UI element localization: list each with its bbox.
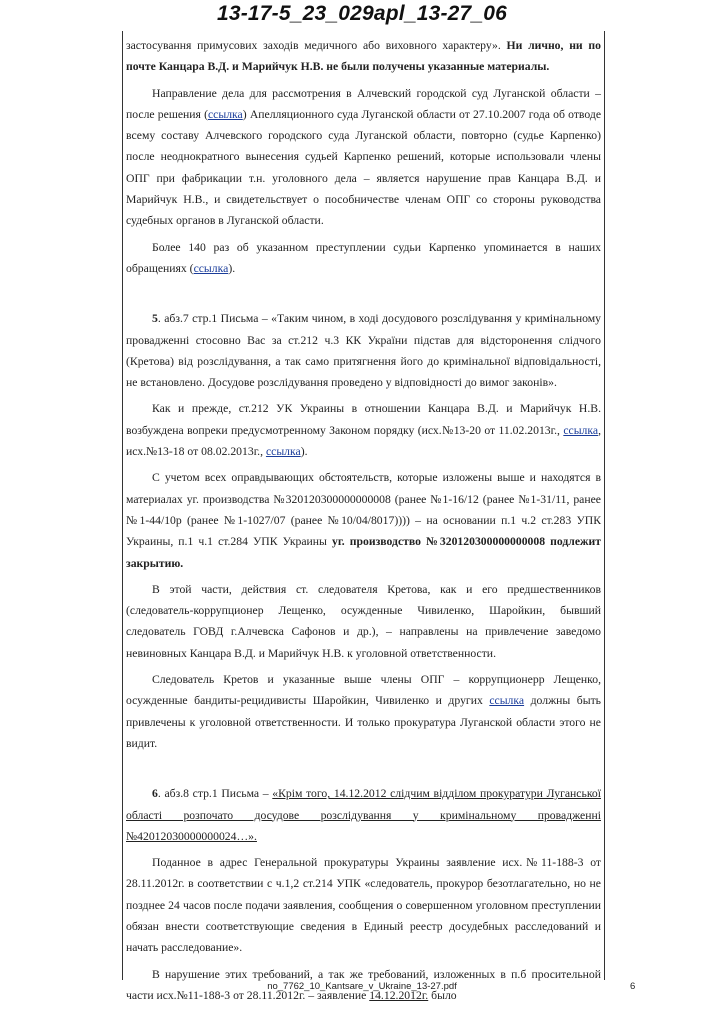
paragraph-1-text: застосування примусових заходів медичного або виховного характеру». bbox=[126, 39, 501, 52]
paragraph-11-text-a: В нарушение этих требований, а так же требований, изложенных в п.б просительной части исх.№11-188-3 от 28.11.2012г. – заявление bbox=[126, 967, 601, 1002]
section-6-underlined-quote: «Крім того, 14.12.2012 слідчим відділом прокуратури Луганської області розпочато досудове розслідування у кримінальному провадженні №42012030000000024…». bbox=[126, 787, 601, 843]
paragraph-5-text-c: ). bbox=[300, 445, 308, 459]
paragraph-3-text-b: ). bbox=[228, 261, 236, 275]
paragraph-7: В этой части, действия ст. следователя Кретова, как и его предшественников (следователь-коррупционер Лещенко, осужденные Чивиленко, Шаройкин, бывший следователь ГОВД г.Алчевска Сафонов и др.), – направлены на привлечение заведомо невиновных Канцара В.Д. и Марийчук Н.В. к уголовной ответственности. bbox=[126, 582, 601, 660]
paragraph-3 bbox=[126, 237, 601, 280]
paragraph-11-text-b: было bbox=[428, 988, 457, 1002]
reference-link[interactable]: ссылка bbox=[265, 445, 301, 459]
paragraph-3-text-a: Более 140 раз об указанном преступлении судьи Карпенко упоминается в наших обращениях ( bbox=[126, 240, 601, 275]
paragraph-5 bbox=[126, 398, 601, 462]
section-number: 5 bbox=[152, 312, 158, 326]
section-6-quote bbox=[126, 783, 601, 847]
section-5-quote bbox=[126, 308, 601, 393]
reference-link[interactable]: ссылка bbox=[489, 694, 525, 708]
paragraph-10: Поданное в адрес Генеральной прокуратуры Украины заявление исх.№11-188-3 от 28.11.2012г. в соответствии с ч.1,2 ст.214 УПК «следователь, прокурор безотлагательно, но не позднее 24 часов после подачи заявления, сообщения о совершенном уголовном преступлении обязан внести соответствующие сведения в Единый реестр досудебных расследований и начать расследование». bbox=[126, 856, 601, 955]
section-5-text: . абз.7 стр.1 Письма – «Таким чином, в ході досудового розслідування у кримінальному провадженні стосовно Вас за ст.212 ч.3 КК України підстав для відсторонення слідчого (Кретова) від розслідування, а так само притягнення його до кримінальної відповідальності, не встановлено. Досудове розслідування проведено у відповідності до вимог законів». bbox=[126, 312, 601, 390]
paragraph-2-text-a: Направление дела для рассмотрения в Алчевский городской суд Луганской области – после решения ( bbox=[126, 86, 601, 121]
paragraph-6 bbox=[126, 467, 601, 573]
paragraph-8-text-a: Следователь Кретов и указанные выше члены ОПГ – коррупционерр Лещенко, осужденные бандиты-рецидивисты Шаройкин, Чивиленко и других bbox=[126, 673, 601, 708]
paragraph-1-bold: Ни лично, ни по почте Канцара В.Д. и Марийчук Н.В. не были получены указанные материалы. bbox=[126, 39, 601, 74]
section-number: 6 bbox=[152, 787, 158, 801]
footer-filename: no_7762_10_Kantsare_v_Ukraine_13-27.pdf bbox=[267, 981, 457, 992]
document-body bbox=[123, 31, 604, 1006]
paragraph-8 bbox=[126, 669, 601, 754]
reference-link[interactable]: ссылка bbox=[208, 107, 243, 121]
paragraph-5-text-a: Как и прежде, ст.212 УК Украины в отношении Канцара В.Д. и Марийчук Н.В. возбуждена вопреки предусмотренному Законом порядку (исх.№13-20 от 11.02.2013г., bbox=[126, 402, 601, 437]
paragraph-2 bbox=[126, 83, 601, 232]
paragraph-6-text: С учетом всех оправдывающих обстоятельств, которые изложены выше и находятся в материалах уг. производства №320120300000000008 (ранее №1-16/12 (ранее №1-31/11, ранее №1-44/10р (ранее №1-1027/07 (ранее №10/04/8017)))) – на основании п.1 ч.2 ст.283 УПК Украины, п.1 ч.1 ст.284 УПК Украины bbox=[126, 471, 601, 549]
section-6-prefix: . абз.8 стр.1 Письма – bbox=[157, 787, 273, 801]
paragraph-8-text-b: должны быть привлечены к уголовной ответственности. И только прокуратура Луганской области этого не видит. bbox=[126, 694, 602, 750]
section-gap bbox=[126, 284, 601, 308]
paragraph-1 bbox=[126, 35, 601, 78]
reference-link[interactable]: ссылка bbox=[563, 423, 599, 437]
paragraph-5-text-b: , исх.№13-18 от 08.02.2013г., bbox=[126, 423, 601, 459]
document-header-title: 13-17-5_23_029apl_13-27_06 bbox=[216, 2, 508, 25]
paragraph-11-underlined-date: 14.12.2012г. bbox=[369, 988, 429, 1002]
section-gap bbox=[126, 759, 601, 783]
footer-page-number: 6 bbox=[630, 981, 636, 992]
paragraph-6-bold: уг. производство №320120300000000008 подлежит закрытию. bbox=[126, 535, 601, 570]
reference-link[interactable]: ссылка bbox=[193, 261, 229, 275]
paragraph-2-text-b: ) Апелляционного суда Луганской области от 27.10.2007 года об отводе всему составу Алчевского городского суда Луганской области, повторно (судье Карпенко) после неоднократного вынесения судьей Карпенко решений, которые использовали члены ОПГ при фабрикации т.н. уголовного дела – является нарушение прав Канцара В.Д. и Марийчук Н.В., и свидетельствует о пособничестве членам ОПГ со стороны руководства судебных органов в Луганской области. bbox=[126, 107, 602, 228]
